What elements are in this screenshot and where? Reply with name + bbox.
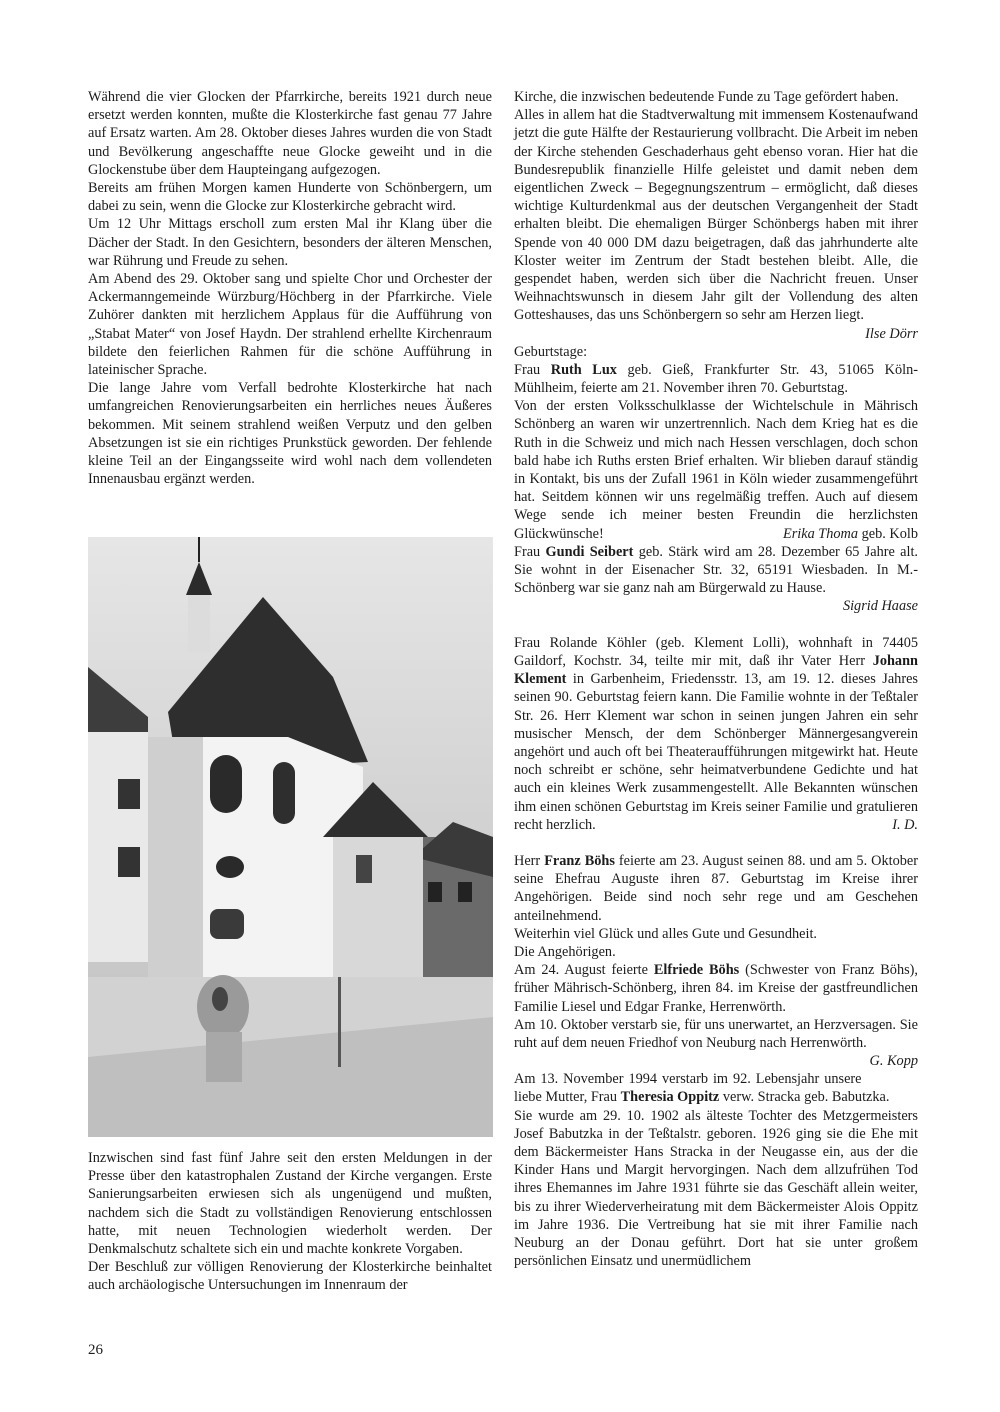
- paragraph: Der Beschluß zur völligen Renovierung der Klosterkirche beinhaltet auch archäologische Untersuchungen im Innenraum der: [88, 1259, 492, 1294]
- person-name: Gundi Seibert: [545, 543, 634, 560]
- text: Am 10. Oktober verstarb sie, für uns unerwartet, an Herzversagen. Sie ruht auf dem neuen Friedhof von Neuburg nach Herrenwörth.: [514, 1016, 918, 1051]
- paragraph: Bereits am frühen Morgen kamen Hunderte von Schönbergern, um dabei zu sein, wenn die Glocke zur Klosterkirche gebracht wird.: [88, 180, 492, 215]
- text: feierte am 23. August seinen 88. und am 5. Oktober seine Ehefrau Auguste ihren 87. Geburtstag im Kreise ihrer Angehörigen. Beide sind noch sehr rege und am Geschehen anteilnehmend.: [514, 852, 918, 924]
- church-photo: [88, 537, 493, 1137]
- right-column: [514, 88, 918, 1270]
- paragraph: [514, 634, 918, 834]
- paragraph: [514, 397, 918, 543]
- paragraph: [514, 106, 918, 342]
- left-column: [88, 88, 492, 488]
- paragraph: [514, 1016, 918, 1070]
- person-name: Elfriede Böhs: [653, 962, 740, 979]
- person-name: Ruth Lux: [550, 361, 617, 378]
- person-name: Theresia Oppitz: [620, 1089, 720, 1106]
- text: Am 13. November 1994 verstarb im 92. Lebensjahr unsere liebe Mutter, Frau: [514, 1071, 862, 1106]
- paragraph: Inzwischen sind fast fünf Jahre seit den ersten Meldungen in der Presse über den katastrophalen Zustand der Kirche vergangen. Erste Sanierungsarbeiten erwiesen sich als ungenügend und mußten, nachdem sich die Stadt zu vollständigen Renovierung entschlossen hatte, mit neuen Technologien wiederholt werden. Der Denkmalschutz schaltete sich ein und machte konkrete Vorgaben.: [88, 1150, 492, 1258]
- text: Frau: [514, 543, 546, 560]
- signature: Ilse Dörr: [865, 325, 918, 342]
- person-name: Franz Böhs: [544, 852, 615, 869]
- text: geb. Stärk wird am 28. Dezember 65 Jahre alt. Sie wohnt in der Eisenacher Str. 32, 65191 Wiesbaden. In M.-Schönberg war sie ganz nah am Bürgerwald zu Hause.: [514, 543, 919, 597]
- text: Frau: [514, 361, 551, 378]
- text: geb. Gieß, Frankfurter Str. 43, 51065 Köln-Mühlheim, feierte am 21. November ihren 70. Geburtstag.: [514, 361, 918, 397]
- paragraph: [514, 852, 918, 925]
- section-heading: Geburtstage:: [514, 343, 588, 360]
- text: verw. Stracka geb. Babutzka.: [719, 1089, 890, 1106]
- signature: G. Kopp: [869, 1053, 918, 1070]
- paragraph-text: Alles in allem hat die Stadtverwaltung mit immensem Kostenaufwand jetzt die gute Hälfte der Restaurierung vollbracht. Die Arbeit im neben der Kirche stehenden Geschaderhaus geht ebenso voran. Hier hat die Bundesrepublik finanzielle Hilfe geleistet und damit neben dem eigentlichen Zweck – Begegnungszentrum – ermöglicht, daß dieses wichtige Kulturdenkmal aus der deutschen Vergangenheit der Stadt erhalten bleibt. Die ehemaligen Bürger Schönbergs haben mit ihrer Spende von 40 000 DM dazu beigetragen, daß das jahrhunderte alte Kloster weiter im Zentrum der Stadt bestehen bleibt. Alle, die gespendet haben, werden sich über die Nachricht freuen. Unser Weihnachtswunsch in diesem Jahr gilt der Vollendung des alten Gotteshauses, das uns Schönbergern so sehr am Herzen liegt.: [514, 107, 918, 324]
- paragraph: Während die vier Glocken der Pfarrkirche, bereits 1921 durch neue ersetzt werden konnten, mußte die Klosterkirche fast genau 77 Jahre auf Ersatz warten. Am 28. Oktober dieses Jahres wurden die von Stadt und Bevölkerung angeschaffte neue Glocke geweiht und in die Glockenstube über dem Haupteingang aufgezogen.: [88, 89, 492, 178]
- signature: Sigrid Haase: [842, 598, 918, 615]
- paragraph: Sie wurde am 29. 10. 1902 als älteste Tochter des Metzgermeisters Josef Babutzka in der Teßtalstr. geboren. 1926 ging sie die Ehe mit dem Bäckermeister Hans Stracka in der Neugasse ein, aus der die Kinder Hans und Margit hervorgingen. Nach dem allzufrühen Tod ihres Ehemannes im Jahre 1931 führte sie das Geschäft allein weiter, bis zu ihrer Wiederverheiratung mit dem Bäckermeister Alois Oppitz im Jahre 1936. Die Vertreibung hat sie mit ihrer Familie nach Neuburg an der Donau geführt. Dort hat sie unter großem persönlichen Einsatz und unermüdlichem: [514, 1107, 918, 1270]
- text: Frau Rolande Köhler (geb. Klement Lolli), wohnhaft in 74405 Gaildorf, Kochstr. 34, teilte mir mit, daß ihr Vater Herr: [514, 634, 918, 669]
- text: (Schwester von Franz Böhs), früher Mährisch-Schönberg, ihren 84. im Kreise der gastfreundlichen Familie Liesel und Edgar Franke, Herrenwörth.: [514, 962, 919, 1015]
- paragraph: Um 12 Uhr Mittags erscholl zum ersten Mal ihr Klang über die Dächer der Stadt. In den Gesichtern, besonders der älteren Menschen, war Rührung und Freude zu sehen.: [88, 216, 492, 269]
- page-number: 26: [88, 1342, 103, 1358]
- paragraph: [514, 961, 918, 1016]
- text: Am 24. August feierte: [514, 962, 654, 979]
- person-name: Johann Klement: [514, 652, 918, 688]
- paragraph: Am Abend des 29. Oktober sang und spielte Chor und Orchester der Ackermanngemeinde Würzburg/Höchberg in der Pfarrkirche. Viele Zuhörer dankten mit herzlichem Applaus für die Aufführung von „Stabat Mater“ von Josef Haydn. Der strahlend erhellte Kirchenraum bildete den feierlichen Rahmen für die schöne Aufführung in lateinischer Sprache.: [88, 271, 492, 379]
- text: Herr: [514, 852, 545, 869]
- paragraph: [514, 1070, 918, 1106]
- text: in Garbenheim, Friedensstr. 13, am 19. 12. dieses Jahres seinen 90. Geburtstag feiern kann. Die Familie wohnte in der Teßtaler Str. 26. Herr Klement war schon in seinen jungen Jahren ein sehr musischer Mensch, der dem Schönberger Männergesangverein angehört und auch oft bei Theateraufführungen mitgewirkt hat. Heute noch schreibt er schöne, sehr heimatverbundene Gedichte und hat auch ein kleines Werk zusammengestellt. Alle Bekannten wünschen ihm einen schönen Geburtstag im Kreis seiner Familie und gratulieren recht herzlich.: [514, 671, 918, 833]
- paragraph: Weiterhin viel Glück und alles Gute und Gesundheit.: [514, 925, 817, 942]
- paragraph: Die lange Jahre vom Verfall bedrohte Klosterkirche hat nach umfangreichen Renovierungsarbeiten ein herrliches neues Äußeres bekommen. Mit seinem strahlend weißen Verputz und den gelben Absetzungen ist sie ein richtiges Prunkstück geworden. Der fehlende kleine Teil an der Eingangsseite wird wohl nach dem vollendeten Innenausbau ergänzt werden.: [88, 380, 492, 488]
- left-column-lower: [88, 1149, 492, 1295]
- text: Von der ersten Volksschulklasse der Wichtelschule in Mährisch Schönberg an waren wir unzertrennlich. Nach dem Krieg hat es die Ruth in die Schweiz und mich nach Hessen verschlagen, doch schon bald habe ich Ruths ersten Brief erhalten. Wir blieben darauf ständig in Kontakt, bis uns der Zufall 1961 in Köln wieder zusammengeführt hat. Seitdem können wir uns regelmäßig treffen. Auch auf diesem Wege sende ich meiner besten Freundin die herzlichsten Glückwünsche!: [514, 398, 918, 542]
- signature-suffix: geb. Kolb: [858, 525, 918, 542]
- paragraph: Die Angehörigen.: [514, 943, 616, 960]
- paragraph: [514, 361, 918, 397]
- paragraph: [514, 543, 918, 598]
- signature: I. D.: [892, 816, 918, 833]
- paragraph: Kirche, die inzwischen bedeutende Funde zu Tage gefördert haben.: [514, 89, 899, 105]
- signature: [783, 525, 918, 543]
- signature-name: Erika Thoma: [782, 525, 859, 542]
